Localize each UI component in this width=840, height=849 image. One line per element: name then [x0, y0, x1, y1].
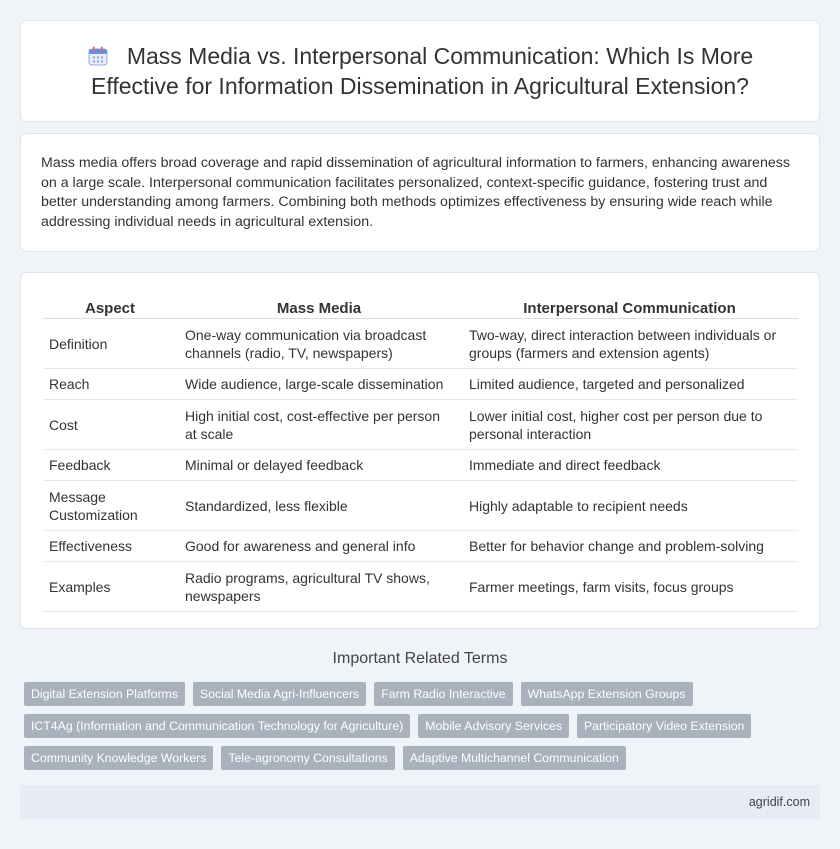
row-aspect: Effectiveness	[43, 531, 177, 562]
related-term-tag[interactable]: Community Knowledge Workers	[24, 746, 213, 770]
related-term-tag[interactable]: Adaptive Multichannel Communication	[403, 746, 626, 770]
row-aspect: Examples	[43, 562, 177, 612]
row-aspect: Definition	[43, 319, 177, 369]
row-aspect: Reach	[43, 369, 177, 400]
header-aspect: Aspect	[43, 295, 177, 319]
row-interpersonal: Better for behavior change and problem-solving	[461, 531, 798, 562]
row-mass-media: High initial cost, cost-effective per person at scale	[177, 400, 461, 450]
comparison-table	[43, 295, 798, 612]
table-row	[43, 319, 798, 369]
row-mass-media: Radio programs, agricultural TV shows, newspapers	[177, 562, 461, 612]
row-mass-media: Wide audience, large-scale dissemination	[177, 369, 461, 400]
comparison-card	[20, 272, 820, 629]
header-mass-media: Mass Media	[177, 295, 461, 319]
row-interpersonal: Farmer meetings, farm visits, focus groups	[461, 562, 798, 612]
table-row	[43, 369, 798, 400]
page-title-text: Mass Media vs. Interpersonal Communication: Which Is More Effective for Information Dissemination in Agricultural Extension?	[91, 43, 754, 99]
row-aspect: Message Customization	[43, 481, 177, 531]
row-interpersonal: Highly adaptable to recipient needs	[461, 481, 798, 531]
row-aspect: Cost	[43, 400, 177, 450]
related-term-tag[interactable]: ICT4Ag (Information and Communication Technology for Agriculture)	[24, 714, 410, 738]
related-term-tag[interactable]: Farm Radio Interactive	[374, 682, 512, 706]
row-aspect: Feedback	[43, 450, 177, 481]
table-row	[43, 450, 798, 481]
row-interpersonal: Limited audience, targeted and personalized	[461, 369, 798, 400]
row-mass-media: One-way communication via broadcast channels (radio, TV, newspapers)	[177, 319, 461, 369]
footer	[20, 785, 820, 819]
title-card	[20, 20, 820, 122]
related-term-tag[interactable]: Social Media Agri-Influencers	[193, 682, 366, 706]
calendar-icon	[87, 45, 109, 67]
table-header-row	[43, 295, 798, 319]
header-interpersonal: Interpersonal Communication	[461, 295, 798, 319]
summary-text: Mass media offers broad coverage and rapid dissemination of agricultural information to farmers, enhancing awareness on a large scale. Interpersonal communication facilitates personalized, context-specific guidance, fostering trust and better understanding among farmers. Combining both methods optimizes effectiveness by ensuring wide reach while addressing individual needs in agricultural extension.	[41, 155, 790, 230]
footer-site-link[interactable]: agridif.com	[748, 795, 810, 809]
table-row	[43, 400, 798, 450]
row-interpersonal: Lower initial cost, higher cost per person due to personal interaction	[461, 400, 798, 450]
row-interpersonal: Immediate and direct feedback	[461, 450, 798, 481]
row-mass-media: Good for awareness and general info	[177, 531, 461, 562]
row-mass-media: Minimal or delayed feedback	[177, 450, 461, 481]
table-row	[43, 481, 798, 531]
row-interpersonal: Two-way, direct interaction between individuals or groups (farmers and extension agents)	[461, 319, 798, 369]
table-row	[43, 562, 798, 612]
page-title	[51, 41, 789, 101]
related-term-tag[interactable]: Mobile Advisory Services	[418, 714, 569, 738]
related-term-tag[interactable]: WhatsApp Extension Groups	[521, 682, 693, 706]
row-mass-media: Standardized, less flexible	[177, 481, 461, 531]
related-terms-heading: Important Related Terms	[332, 650, 508, 667]
related-term-tag[interactable]: Participatory Video Extension	[577, 714, 751, 738]
related-terms-list	[24, 682, 824, 770]
summary-card	[20, 133, 820, 252]
related-term-tag[interactable]: Digital Extension Platforms	[24, 682, 185, 706]
related-term-tag[interactable]: Tele-agronomy Consultations	[221, 746, 394, 770]
table-row	[43, 531, 798, 562]
